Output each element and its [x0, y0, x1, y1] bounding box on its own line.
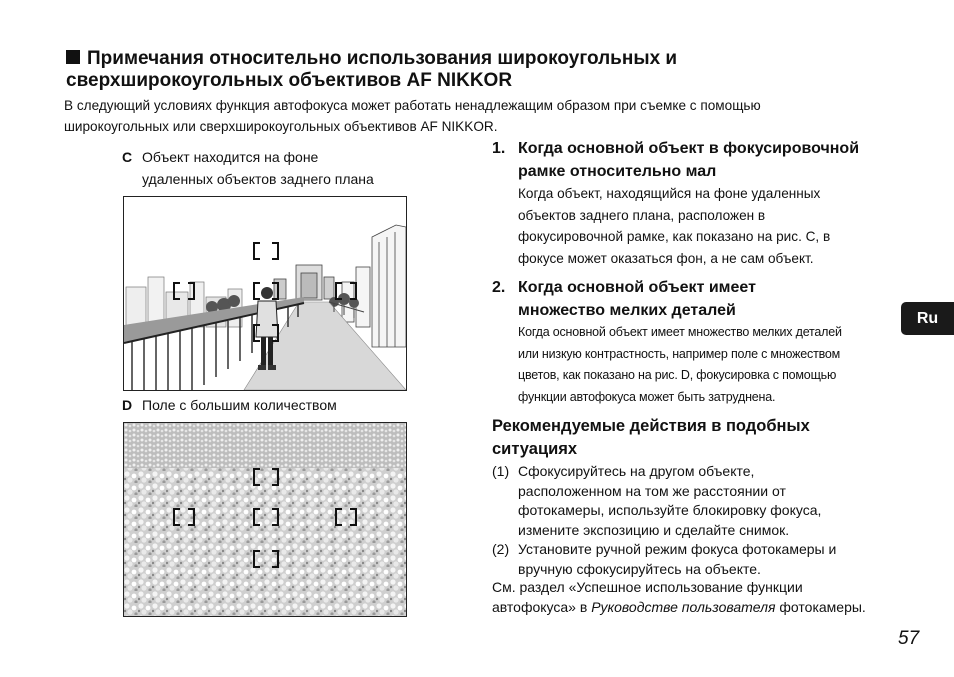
- flower-field-illustration: [124, 423, 406, 616]
- recommend-heading: Рекомендуемые действия в подобных ситуациях: [492, 417, 810, 458]
- figure-c-caption: C Объект находится на фоне удаленных объектов заднего плана: [122, 146, 422, 190]
- see-also-note: См. раздел «Успешное использование функции автофокуса» в Руководстве пользователя фотокамеры.: [492, 579, 866, 615]
- section-1-heading: 1. Когда основной объект в фокусировочной рамке относительно мал: [492, 140, 860, 180]
- city-bridge-illustration: [124, 197, 406, 390]
- figure-d-photo: [123, 422, 407, 617]
- recommend-item-2: (2) Установите ручной режим фокуса фотокамеры и вручную сфокусируйтесь на объекте.: [492, 541, 837, 577]
- recommend-item-1: (1) Сфокусируйтесь на другом объекте, расположенном на том же расстоянии от фотокамеры, используйте блокировку фокуса, измените экспозицию и сделайте снимок.: [492, 463, 822, 538]
- figure-d-label: D: [122, 397, 133, 413]
- figure-d-caption: D Поле с большим количеством: [122, 394, 422, 416]
- manual-link-text: Руководстве пользователя: [591, 598, 776, 615]
- language-tab[interactable]: Ru: [901, 302, 954, 335]
- figure-c-photo: [123, 196, 407, 391]
- figure-c-label: C: [122, 149, 133, 165]
- square-bullet-icon: [66, 50, 80, 64]
- section-2-heading: 2. Когда основной объект имеет множество мелких деталей: [492, 279, 756, 319]
- section-1-body: Когда объект, находящийся на фоне удаленных объектов заднего плана, расположен в фокусировочной рамке, как показано на рис. C, в фокусе может оказаться фон, а не сам объект.: [518, 186, 831, 266]
- section-title: Примечания относительно использования широкоугольных и сверхширокоугольных объективов AF NIKKOR: [66, 48, 678, 91]
- intro-paragraph: В следующий условиях функция автофокуса может работать ненадлежащим образом при съемке с помощью широкоугольных или сверхширокоугольных объективов AF NIKKOR.: [64, 98, 761, 134]
- section-2-body: Когда основной объект имеет множество мелких деталей или низкую контрастность, например поле с множеством цветов, как показано на рис. D, фокусировка с помощью функции автофокуса может быть затруднена.: [518, 325, 842, 404]
- page-number: 57: [898, 628, 920, 649]
